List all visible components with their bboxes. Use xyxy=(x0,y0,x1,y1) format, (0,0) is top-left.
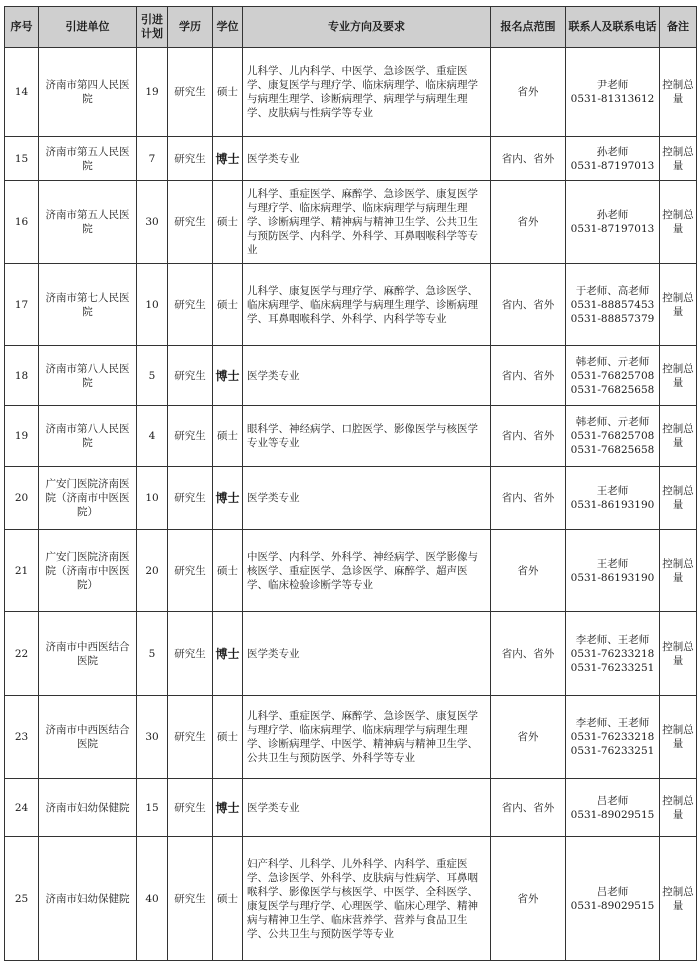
contact-phone: 0531-86193190 xyxy=(570,499,655,511)
cell-major: 儿科学、重症医学、麻醉学、急诊医学、康复医学与理疗学、临床病理学、临床病理学与病理生理学、诊断病理学、精神病与精神卫生学、公共卫生与预防医学、内科学、外科学、耳鼻咽喉科学等专业 xyxy=(243,181,491,264)
contact-name: 于老师、高老师 xyxy=(575,284,650,297)
table-row xyxy=(5,181,697,264)
cell-education: 研究生 xyxy=(168,779,213,837)
cell-unit: 济南市第四人民医院 xyxy=(39,48,137,137)
cell-degree: 硕士 xyxy=(213,181,243,264)
contact-phone: 0531-81313612 xyxy=(570,93,655,105)
contact-phone: 0531-76233218 xyxy=(570,647,655,660)
cell-scope: 省内、省外 xyxy=(491,137,566,181)
table-row xyxy=(5,837,697,961)
cell-major: 医学类专业 xyxy=(243,612,491,696)
table-row xyxy=(5,530,697,612)
cell-contact xyxy=(566,612,660,696)
cell-education: 研究生 xyxy=(168,696,213,779)
cell-major: 医学类专业 xyxy=(243,467,491,530)
contact-name: 韩老师、亓老师 xyxy=(575,355,650,368)
cell-unit: 济南市第五人民医院 xyxy=(39,181,137,264)
cell-education: 研究生 xyxy=(168,467,213,530)
cell-contact xyxy=(566,696,660,779)
cell-scope: 省外 xyxy=(491,181,566,264)
cell-note: 控制总量 xyxy=(660,137,697,181)
cell-unit: 广安门医院济南医院（济南市中医医院） xyxy=(39,530,137,612)
cell-plan: 15 xyxy=(137,779,168,837)
cell-education: 研究生 xyxy=(168,530,213,612)
cell-note: 控制总量 xyxy=(660,530,697,612)
table-row xyxy=(5,137,697,181)
cell-degree: 博士 xyxy=(213,612,243,696)
cell-degree: 硕士 xyxy=(213,48,243,137)
cell-scope: 省内、省外 xyxy=(491,779,566,837)
cell-degree: 硕士 xyxy=(213,530,243,612)
cell-scope: 省外 xyxy=(491,696,566,779)
cell-plan: 5 xyxy=(137,612,168,696)
cell-scope: 省内、省外 xyxy=(491,612,566,696)
header-education: 学历 xyxy=(168,7,213,48)
contact-name: 吕老师 xyxy=(596,794,629,807)
cell-plan: 40 xyxy=(137,837,168,961)
cell-note: 控制总量 xyxy=(660,406,697,467)
cell-contact xyxy=(566,181,660,264)
table-row xyxy=(5,264,697,346)
contact-phone: 0531-76825658 xyxy=(570,444,655,456)
cell-unit: 济南市第八人民医院 xyxy=(39,406,137,467)
cell-major: 妇产科学、儿科学、儿外科学、内科学、重症医学、急诊医学、外科学、皮肤病与性病学、耳鼻咽喉科学、影像医学与核医学、中医学、全科医学、康复医学与理疗学、心理医学、临床心理学、精神病与精神卫生学、临床营养学、营养与食品卫生学、公共卫生与预防医学等专业 xyxy=(243,837,491,961)
cell-major: 儿科学、儿内科学、中医学、急诊医学、重症医学、康复医学与理疗学、临床病理学、临床病理学与病理生理学、诊断病理学、病理学与病理生理学、皮肤病与性病学等专业 xyxy=(243,48,491,137)
cell-note: 控制总量 xyxy=(660,346,697,406)
contact-phone: 0531-87197013 xyxy=(570,159,655,172)
cell-note: 控制总量 xyxy=(660,696,697,779)
cell-contact xyxy=(566,137,660,181)
cell-degree: 博士 xyxy=(213,467,243,530)
header-row xyxy=(5,7,697,48)
cell-seq: 25 xyxy=(5,837,39,961)
cell-education: 研究生 xyxy=(168,264,213,346)
contact-phone: 0531-89029515 xyxy=(570,899,655,912)
cell-note: 控制总量 xyxy=(660,779,697,837)
contact-phone: 0531-89029515 xyxy=(570,808,655,821)
contact-phone: 0531-88857379 xyxy=(570,312,655,325)
cell-degree: 博士 xyxy=(213,346,243,406)
contact-name: 吕老师 xyxy=(596,885,629,898)
cell-plan: 5 xyxy=(137,346,168,406)
cell-seq: 21 xyxy=(5,530,39,612)
cell-seq: 19 xyxy=(5,406,39,467)
cell-unit: 济南市第七人民医院 xyxy=(39,264,137,346)
cell-degree: 博士 xyxy=(213,779,243,837)
contact-name: 李老师、王老师 xyxy=(575,717,650,729)
contact-name: 孙老师 xyxy=(596,145,629,158)
header-unit: 引进单位 xyxy=(39,7,137,48)
contact-phone: 0531-76825708 xyxy=(570,369,655,382)
table-row xyxy=(5,48,697,137)
cell-education: 研究生 xyxy=(168,48,213,137)
cell-contact xyxy=(566,346,660,406)
contact-phone: 0531-76233251 xyxy=(570,745,655,757)
cell-contact xyxy=(566,779,660,837)
cell-seq: 17 xyxy=(5,264,39,346)
cell-major: 医学类专业 xyxy=(243,346,491,406)
cell-note: 控制总量 xyxy=(660,181,697,264)
cell-contact xyxy=(566,264,660,346)
header-note: 备注 xyxy=(660,7,697,48)
cell-major: 医学类专业 xyxy=(243,137,491,181)
cell-seq: 22 xyxy=(5,612,39,696)
cell-contact xyxy=(566,406,660,467)
table-row xyxy=(5,346,697,406)
cell-unit: 济南市妇幼保健院 xyxy=(39,779,137,837)
cell-note: 控制总量 xyxy=(660,48,697,137)
contact-name: 孙老师 xyxy=(596,209,629,221)
table-row xyxy=(5,406,697,467)
header-plan: 引进计划 xyxy=(137,7,168,48)
cell-plan: 10 xyxy=(137,467,168,530)
table-row xyxy=(5,779,697,837)
cell-education: 研究生 xyxy=(168,181,213,264)
cell-degree: 硕士 xyxy=(213,696,243,779)
cell-unit: 济南市第五人民医院 xyxy=(39,137,137,181)
contact-phone: 0531-76825708 xyxy=(570,430,655,442)
contact-phone: 0531-88857453 xyxy=(570,298,655,311)
contact-name: 韩老师、亓老师 xyxy=(575,416,650,428)
cell-plan: 30 xyxy=(137,181,168,264)
contact-name: 王老师 xyxy=(596,557,629,570)
cell-plan: 10 xyxy=(137,264,168,346)
recruitment-table xyxy=(4,6,697,961)
cell-note: 控制总量 xyxy=(660,467,697,530)
cell-contact xyxy=(566,837,660,961)
cell-seq: 24 xyxy=(5,779,39,837)
header-degree: 学位 xyxy=(213,7,243,48)
cell-degree: 硕士 xyxy=(213,264,243,346)
cell-plan: 4 xyxy=(137,406,168,467)
header-scope: 报名点范围 xyxy=(491,7,566,48)
cell-unit: 济南市第八人民医院 xyxy=(39,346,137,406)
table-row xyxy=(5,696,697,779)
cell-seq: 18 xyxy=(5,346,39,406)
cell-scope: 省外 xyxy=(491,48,566,137)
cell-degree: 硕士 xyxy=(213,837,243,961)
cell-unit: 济南市妇幼保健院 xyxy=(39,837,137,961)
cell-major: 眼科学、神经病学、口腔医学、影像医学与核医学专业等专业 xyxy=(243,406,491,467)
cell-education: 研究生 xyxy=(168,137,213,181)
cell-note: 控制总量 xyxy=(660,264,697,346)
cell-seq: 20 xyxy=(5,467,39,530)
cell-contact xyxy=(566,530,660,612)
cell-education: 研究生 xyxy=(168,837,213,961)
cell-contact xyxy=(566,467,660,530)
table-body xyxy=(5,48,697,961)
cell-scope: 省外 xyxy=(491,837,566,961)
cell-scope: 省内、省外 xyxy=(491,346,566,406)
cell-degree: 博士 xyxy=(213,137,243,181)
cell-unit: 济南市中西医结合医院 xyxy=(39,696,137,779)
contact-phone: 0531-87197013 xyxy=(570,223,655,235)
cell-plan: 19 xyxy=(137,48,168,137)
cell-plan: 20 xyxy=(137,530,168,612)
cell-scope: 省外 xyxy=(491,530,566,612)
cell-degree: 硕士 xyxy=(213,406,243,467)
contact-phone: 0531-76233218 xyxy=(570,731,655,743)
cell-seq: 16 xyxy=(5,181,39,264)
contact-phone: 0531-86193190 xyxy=(570,571,655,584)
contact-name: 尹老师 xyxy=(596,79,629,91)
recruitment-table-sheet xyxy=(4,6,696,961)
cell-seq: 15 xyxy=(5,137,39,181)
cell-education: 研究生 xyxy=(168,406,213,467)
cell-unit: 济南市中西医结合医院 xyxy=(39,612,137,696)
cell-major: 中医学、内科学、外科学、神经病学、医学影像与核医学、重症医学、急诊医学、麻醉学、超声医学、临床检验诊断学等专业 xyxy=(243,530,491,612)
cell-unit: 广安门医院济南医院（济南市中医医院） xyxy=(39,467,137,530)
table-row xyxy=(5,612,697,696)
cell-major: 儿科学、康复医学与理疗学、麻醉学、急诊医学、临床病理学、临床病理学与病理生理学、诊断病理学、耳鼻咽喉科学、外科学、内科学等专业 xyxy=(243,264,491,346)
table-row xyxy=(5,467,697,530)
cell-scope: 省内、省外 xyxy=(491,406,566,467)
cell-plan: 7 xyxy=(137,137,168,181)
cell-note: 控制总量 xyxy=(660,837,697,961)
contact-name: 王老师 xyxy=(596,485,629,497)
cell-education: 研究生 xyxy=(168,612,213,696)
cell-education: 研究生 xyxy=(168,346,213,406)
cell-major: 医学类专业 xyxy=(243,779,491,837)
cell-contact xyxy=(566,48,660,137)
cell-plan: 30 xyxy=(137,696,168,779)
header-major: 专业方向及要求 xyxy=(243,7,491,48)
cell-scope: 省内、省外 xyxy=(491,467,566,530)
cell-seq: 14 xyxy=(5,48,39,137)
header-contact: 联系人及联系电话 xyxy=(566,7,660,48)
cell-note: 控制总量 xyxy=(660,612,697,696)
contact-name: 李老师、王老师 xyxy=(575,633,650,646)
header-seq: 序号 xyxy=(5,7,39,48)
cell-scope: 省内、省外 xyxy=(491,264,566,346)
cell-seq: 23 xyxy=(5,696,39,779)
cell-major: 儿科学、重症医学、麻醉学、急诊医学、康复医学与理疗学、临床病理学、临床病理学与病理生理学、诊断病理学、中医学、精神病与精神卫生学、公共卫生与预防医学、外科学等专业 xyxy=(243,696,491,779)
contact-phone: 0531-76825658 xyxy=(570,383,655,396)
contact-phone: 0531-76233251 xyxy=(570,661,655,674)
